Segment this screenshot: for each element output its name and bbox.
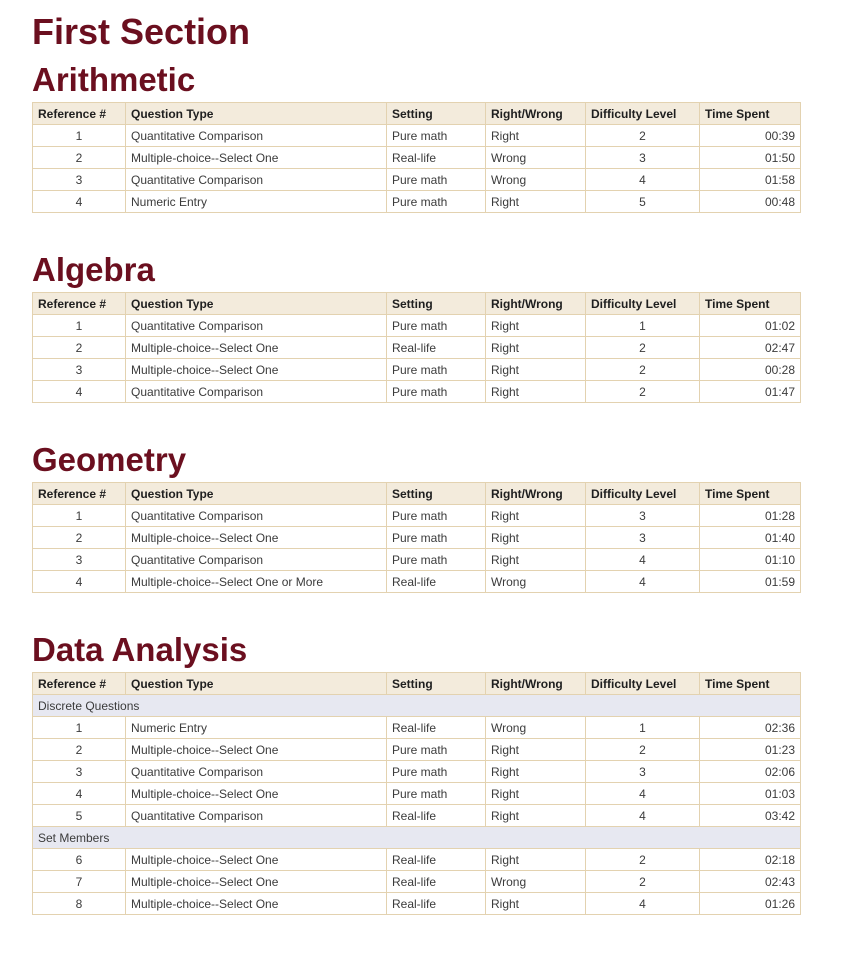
header-right-wrong: Right/Wrong (486, 293, 586, 315)
cell-difficulty: 2 (586, 359, 700, 381)
header-setting: Setting (387, 483, 486, 505)
header-question-type: Question Type (126, 103, 387, 125)
geometry-table (32, 482, 801, 593)
cell-question-type: Multiple-choice--Select One (126, 871, 387, 893)
cell-question-type: Multiple-choice--Select One (126, 849, 387, 871)
cell-question-type: Quantitative Comparison (126, 381, 387, 403)
cell-right-wrong: Wrong (486, 717, 586, 739)
cell-time-spent: 01:02 (700, 315, 801, 337)
header-right-wrong: Right/Wrong (486, 483, 586, 505)
cell-difficulty: 4 (586, 549, 700, 571)
cell-reference: 3 (33, 761, 126, 783)
cell-reference: 1 (33, 717, 126, 739)
cell-right-wrong: Right (486, 315, 586, 337)
header-right-wrong: Right/Wrong (486, 103, 586, 125)
group-label: Set Members (33, 827, 801, 849)
cell-difficulty: 2 (586, 125, 700, 147)
cell-time-spent: 03:42 (700, 805, 801, 827)
cell-time-spent: 02:18 (700, 849, 801, 871)
section-title-algebra: Algebra (32, 251, 155, 288)
cell-right-wrong: Right (486, 527, 586, 549)
cell-question-type: Quantitative Comparison (126, 315, 387, 337)
cell-setting: Pure math (387, 381, 486, 403)
cell-reference: 3 (33, 169, 126, 191)
cell-right-wrong: Wrong (486, 871, 586, 893)
cell-time-spent: 02:43 (700, 871, 801, 893)
cell-time-spent: 01:59 (700, 571, 801, 593)
cell-right-wrong: Right (486, 761, 586, 783)
arithmetic-table (32, 102, 801, 213)
cell-right-wrong: Right (486, 125, 586, 147)
cell-right-wrong: Right (486, 359, 586, 381)
cell-time-spent: 01:23 (700, 739, 801, 761)
cell-setting: Pure math (387, 761, 486, 783)
cell-reference: 2 (33, 739, 126, 761)
cell-question-type: Quantitative Comparison (126, 169, 387, 191)
cell-difficulty: 4 (586, 893, 700, 915)
header-time-spent: Time Spent (700, 483, 801, 505)
data-analysis-table (32, 672, 801, 915)
cell-setting: Pure math (387, 783, 486, 805)
cell-reference: 7 (33, 871, 126, 893)
table-row (33, 805, 801, 827)
cell-difficulty: 2 (586, 381, 700, 403)
cell-time-spent: 01:47 (700, 381, 801, 403)
cell-question-type: Quantitative Comparison (126, 125, 387, 147)
header-reference: Reference # (33, 293, 126, 315)
cell-reference: 1 (33, 315, 126, 337)
cell-right-wrong: Right (486, 893, 586, 915)
cell-setting: Real-life (387, 571, 486, 593)
header-time-spent: Time Spent (700, 103, 801, 125)
cell-difficulty: 4 (586, 805, 700, 827)
table-header-row (33, 103, 801, 125)
cell-time-spent: 02:47 (700, 337, 801, 359)
cell-question-type: Multiple-choice--Select One (126, 337, 387, 359)
section-title-data-analysis: Data Analysis (32, 631, 248, 668)
table-row (33, 783, 801, 805)
cell-setting: Real-life (387, 805, 486, 827)
table-row (33, 761, 801, 783)
cell-reference: 5 (33, 805, 126, 827)
cell-time-spent: 01:50 (700, 147, 801, 169)
cell-reference: 4 (33, 381, 126, 403)
cell-reference: 4 (33, 571, 126, 593)
table-row (33, 381, 801, 403)
cell-difficulty: 4 (586, 169, 700, 191)
cell-right-wrong: Right (486, 191, 586, 213)
cell-setting: Real-life (387, 717, 486, 739)
page-title: First Section (32, 11, 251, 52)
table-row (33, 505, 801, 527)
cell-reference: 2 (33, 527, 126, 549)
table-header-row (33, 293, 801, 315)
cell-difficulty: 3 (586, 505, 700, 527)
cell-time-spent: 01:10 (700, 549, 801, 571)
cell-time-spent: 01:03 (700, 783, 801, 805)
cell-difficulty: 2 (586, 739, 700, 761)
cell-time-spent: 01:40 (700, 527, 801, 549)
cell-difficulty: 4 (586, 571, 700, 593)
cell-difficulty: 1 (586, 717, 700, 739)
cell-right-wrong: Right (486, 739, 586, 761)
cell-difficulty: 4 (586, 783, 700, 805)
table-header-row (33, 483, 801, 505)
header-reference: Reference # (33, 103, 126, 125)
section-title-geometry: Geometry (32, 441, 187, 478)
cell-question-type: Multiple-choice--Select One (126, 359, 387, 381)
header-difficulty-level: Difficulty Level (586, 293, 700, 315)
cell-question-type: Multiple-choice--Select One (126, 739, 387, 761)
table-row (33, 359, 801, 381)
group-row (33, 695, 801, 717)
cell-difficulty: 1 (586, 315, 700, 337)
cell-time-spent: 01:28 (700, 505, 801, 527)
cell-reference: 1 (33, 125, 126, 147)
cell-question-type: Multiple-choice--Select One (126, 147, 387, 169)
table-row (33, 125, 801, 147)
section-title-arithmetic: Arithmetic (32, 61, 196, 98)
cell-question-type: Multiple-choice--Select One (126, 893, 387, 915)
algebra-table (32, 292, 801, 403)
table-row (33, 549, 801, 571)
header-setting: Setting (387, 103, 486, 125)
table-row (33, 739, 801, 761)
cell-right-wrong: Right (486, 505, 586, 527)
header-right-wrong: Right/Wrong (486, 673, 586, 695)
cell-setting: Pure math (387, 505, 486, 527)
cell-right-wrong: Right (486, 381, 586, 403)
cell-time-spent: 01:58 (700, 169, 801, 191)
section-algebra (32, 252, 800, 403)
cell-setting: Pure math (387, 315, 486, 337)
table-header-row (33, 673, 801, 695)
header-setting: Setting (387, 673, 486, 695)
table-row (33, 893, 801, 915)
cell-right-wrong: Right (486, 805, 586, 827)
cell-setting: Real-life (387, 849, 486, 871)
group-label: Discrete Questions (33, 695, 801, 717)
table-row (33, 571, 801, 593)
cell-reference: 8 (33, 893, 126, 915)
cell-time-spent: 01:26 (700, 893, 801, 915)
cell-reference: 2 (33, 337, 126, 359)
cell-reference: 4 (33, 191, 126, 213)
cell-right-wrong: Wrong (486, 169, 586, 191)
table-row (33, 191, 801, 213)
cell-time-spent: 00:48 (700, 191, 801, 213)
cell-setting: Pure math (387, 359, 486, 381)
table-row (33, 717, 801, 739)
cell-reference: 3 (33, 359, 126, 381)
table-row (33, 147, 801, 169)
cell-setting: Pure math (387, 191, 486, 213)
header-difficulty-level: Difficulty Level (586, 103, 700, 125)
header-reference: Reference # (33, 673, 126, 695)
table-row (33, 849, 801, 871)
cell-difficulty: 5 (586, 191, 700, 213)
cell-reference: 2 (33, 147, 126, 169)
cell-right-wrong: Right (486, 783, 586, 805)
cell-setting: Real-life (387, 337, 486, 359)
cell-difficulty: 3 (586, 147, 700, 169)
cell-difficulty: 2 (586, 849, 700, 871)
table-row (33, 315, 801, 337)
cell-reference: 6 (33, 849, 126, 871)
cell-setting: Real-life (387, 871, 486, 893)
section-geometry (32, 442, 800, 593)
cell-question-type: Quantitative Comparison (126, 505, 387, 527)
section-data-analysis (32, 632, 800, 915)
cell-reference: 3 (33, 549, 126, 571)
section-arithmetic (32, 62, 800, 213)
cell-setting: Pure math (387, 739, 486, 761)
cell-time-spent: 02:36 (700, 717, 801, 739)
cell-setting: Real-life (387, 893, 486, 915)
cell-time-spent: 02:06 (700, 761, 801, 783)
header-difficulty-level: Difficulty Level (586, 673, 700, 695)
cell-setting: Pure math (387, 125, 486, 147)
cell-right-wrong: Right (486, 549, 586, 571)
cell-time-spent: 00:39 (700, 125, 801, 147)
table-row (33, 337, 801, 359)
cell-right-wrong: Wrong (486, 147, 586, 169)
cell-question-type: Quantitative Comparison (126, 805, 387, 827)
cell-reference: 1 (33, 505, 126, 527)
table-row (33, 871, 801, 893)
cell-setting: Pure math (387, 527, 486, 549)
cell-setting: Pure math (387, 169, 486, 191)
group-row (33, 827, 801, 849)
header-question-type: Question Type (126, 673, 387, 695)
header-time-spent: Time Spent (700, 673, 801, 695)
header-question-type: Question Type (126, 483, 387, 505)
cell-question-type: Multiple-choice--Select One or More (126, 571, 387, 593)
cell-reference: 4 (33, 783, 126, 805)
cell-question-type: Multiple-choice--Select One (126, 783, 387, 805)
cell-right-wrong: Right (486, 849, 586, 871)
cell-time-spent: 00:28 (700, 359, 801, 381)
cell-setting: Real-life (387, 147, 486, 169)
cell-right-wrong: Right (486, 337, 586, 359)
cell-question-type: Numeric Entry (126, 717, 387, 739)
cell-question-type: Numeric Entry (126, 191, 387, 213)
header-reference: Reference # (33, 483, 126, 505)
cell-question-type: Quantitative Comparison (126, 761, 387, 783)
cell-difficulty: 3 (586, 527, 700, 549)
cell-question-type: Quantitative Comparison (126, 549, 387, 571)
cell-difficulty: 3 (586, 761, 700, 783)
header-question-type: Question Type (126, 293, 387, 315)
header-time-spent: Time Spent (700, 293, 801, 315)
table-row (33, 169, 801, 191)
cell-difficulty: 2 (586, 337, 700, 359)
cell-setting: Pure math (387, 549, 486, 571)
header-setting: Setting (387, 293, 486, 315)
cell-difficulty: 2 (586, 871, 700, 893)
header-difficulty-level: Difficulty Level (586, 483, 700, 505)
cell-right-wrong: Wrong (486, 571, 586, 593)
table-row (33, 527, 801, 549)
cell-question-type: Multiple-choice--Select One (126, 527, 387, 549)
